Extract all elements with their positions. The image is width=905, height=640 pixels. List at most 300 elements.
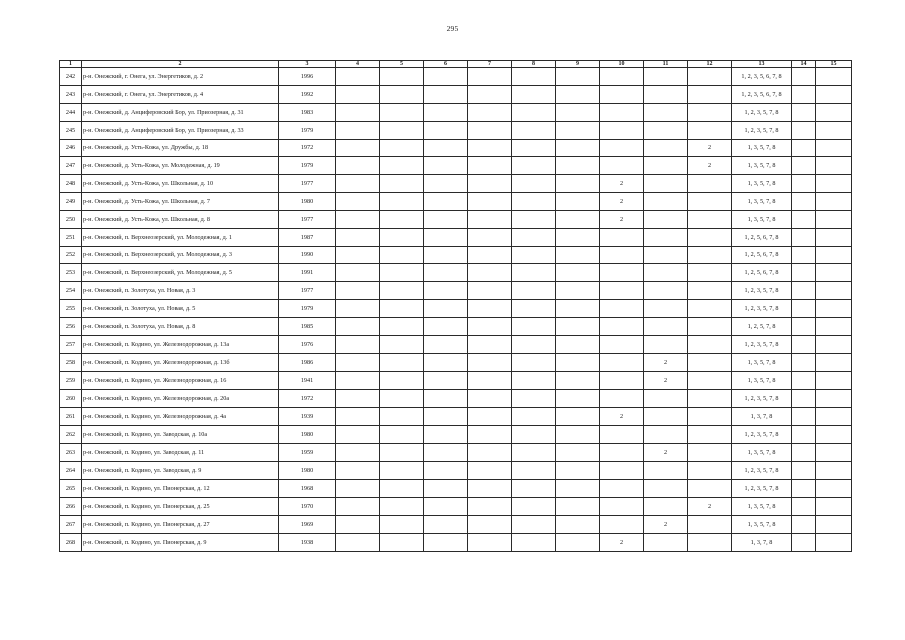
column-10-cell — [600, 498, 644, 516]
empty-cell — [380, 140, 424, 157]
row-number-cell: 265 — [60, 480, 82, 498]
year-cell: 1977 — [279, 282, 336, 300]
column-13-cell: 1, 2, 5, 6, 7, 8 — [732, 229, 792, 247]
column-13-cell: 1, 2, 5, 6, 7, 8 — [732, 247, 792, 264]
column-13-cell: 1, 3, 5, 7, 8 — [732, 516, 792, 534]
empty-cell — [380, 264, 424, 282]
empty-cell — [792, 408, 816, 426]
table-row — [60, 104, 852, 122]
empty-cell — [556, 516, 600, 534]
column-13-cell: 1, 2, 3, 5, 7, 8 — [732, 462, 792, 480]
empty-cell — [468, 354, 512, 372]
empty-cell — [816, 444, 852, 462]
empty-cell — [336, 229, 380, 247]
year-cell: 1991 — [279, 264, 336, 282]
column-11-cell — [644, 408, 688, 426]
column-12-cell — [688, 122, 732, 140]
empty-cell — [792, 157, 816, 175]
empty-cell — [424, 86, 468, 104]
row-number-cell: 246 — [60, 140, 82, 157]
column-13-cell: 1, 2, 3, 5, 7, 8 — [732, 426, 792, 444]
empty-cell — [336, 372, 380, 390]
empty-cell — [336, 300, 380, 318]
empty-cell — [816, 534, 852, 552]
empty-cell — [380, 318, 424, 336]
empty-cell — [792, 480, 816, 498]
table-row — [60, 300, 852, 318]
empty-cell — [380, 462, 424, 480]
row-number-cell: 264 — [60, 462, 82, 480]
empty-cell — [424, 122, 468, 140]
empty-cell — [792, 68, 816, 86]
empty-cell — [336, 157, 380, 175]
empty-cell — [556, 318, 600, 336]
empty-cell — [424, 426, 468, 444]
empty-cell — [792, 336, 816, 354]
column-11-cell: 2 — [644, 372, 688, 390]
table-row — [60, 426, 852, 444]
empty-cell — [380, 86, 424, 104]
column-13-cell: 1, 3, 7, 8 — [732, 408, 792, 426]
table-row — [60, 211, 852, 229]
address-cell: р-н. Онежский, п. Кодино, ул. Заводская, д. 11 — [82, 444, 279, 462]
empty-cell — [424, 157, 468, 175]
empty-cell — [816, 175, 852, 193]
table-row — [60, 516, 852, 534]
column-12-cell — [688, 534, 732, 552]
table-row — [60, 390, 852, 408]
column-13-cell: 1, 2, 3, 5, 7, 8 — [732, 282, 792, 300]
column-12-cell — [688, 282, 732, 300]
table-body — [60, 68, 852, 552]
empty-cell — [556, 211, 600, 229]
table-row — [60, 354, 852, 372]
empty-cell — [556, 86, 600, 104]
address-cell: р-н. Онежский, п. Верхнеозерский, ул. Молодежная, д. 5 — [82, 264, 279, 282]
empty-cell — [336, 122, 380, 140]
address-cell: р-н. Онежский, д. Усть-Кожа, ул. Школьная, д. 7 — [82, 193, 279, 211]
empty-cell — [792, 104, 816, 122]
empty-cell — [792, 462, 816, 480]
empty-cell — [380, 336, 424, 354]
empty-cell — [424, 282, 468, 300]
address-cell: р-н. Онежский, п. Кодино, ул. Железнодорожная, д. 20а — [82, 390, 279, 408]
column-12-cell — [688, 86, 732, 104]
address-cell: р-н. Онежский, п. Кодино, ул. Пионерская, д. 12 — [82, 480, 279, 498]
table-row — [60, 444, 852, 462]
column-header-13: 13 — [732, 61, 792, 68]
empty-cell — [512, 498, 556, 516]
empty-cell — [816, 516, 852, 534]
table-row — [60, 157, 852, 175]
column-12-cell — [688, 444, 732, 462]
year-cell: 1969 — [279, 516, 336, 534]
column-11-cell — [644, 86, 688, 104]
empty-cell — [556, 282, 600, 300]
column-10-cell: 2 — [600, 211, 644, 229]
row-number-cell: 248 — [60, 175, 82, 193]
row-number-cell: 266 — [60, 498, 82, 516]
address-cell: р-н. Онежский, д. Анциферовский Бор, ул. Приозерная, д. 33 — [82, 122, 279, 140]
empty-cell — [512, 480, 556, 498]
empty-cell — [792, 247, 816, 264]
empty-cell — [816, 390, 852, 408]
address-cell: р-н. Онежский, п. Кодино, ул. Заводская, д. 10а — [82, 426, 279, 444]
year-cell: 1983 — [279, 104, 336, 122]
column-13-cell: 1, 3, 5, 7, 8 — [732, 354, 792, 372]
column-11-cell — [644, 175, 688, 193]
column-11-cell — [644, 68, 688, 86]
empty-cell — [380, 300, 424, 318]
column-header-1: 1 — [60, 61, 82, 68]
empty-cell — [816, 480, 852, 498]
column-11-cell — [644, 122, 688, 140]
table-row — [60, 86, 852, 104]
empty-cell — [468, 193, 512, 211]
address-cell: р-н. Онежский, п. Золотуха, ул. Новая, д. 3 — [82, 282, 279, 300]
column-12-cell — [688, 175, 732, 193]
table-row — [60, 247, 852, 264]
empty-cell — [336, 444, 380, 462]
empty-cell — [468, 462, 512, 480]
empty-cell — [468, 247, 512, 264]
column-13-cell: 1, 2, 3, 5, 7, 8 — [732, 390, 792, 408]
empty-cell — [556, 426, 600, 444]
empty-cell — [512, 444, 556, 462]
empty-cell — [512, 408, 556, 426]
empty-cell — [380, 229, 424, 247]
table-row — [60, 498, 852, 516]
row-number-cell: 267 — [60, 516, 82, 534]
address-cell: р-н. Онежский, п. Кодино, ул. Железнодорожная, д. 13б — [82, 354, 279, 372]
column-11-cell: 2 — [644, 354, 688, 372]
empty-cell — [468, 516, 512, 534]
empty-cell — [792, 516, 816, 534]
column-10-cell — [600, 426, 644, 444]
empty-cell — [556, 140, 600, 157]
empty-cell — [512, 534, 556, 552]
empty-cell — [816, 318, 852, 336]
empty-cell — [468, 157, 512, 175]
column-header-10: 10 — [600, 61, 644, 68]
column-header-11: 11 — [644, 61, 688, 68]
year-cell: 1977 — [279, 211, 336, 229]
column-11-cell — [644, 498, 688, 516]
column-10-cell — [600, 86, 644, 104]
column-12-cell — [688, 318, 732, 336]
column-header-3: 3 — [279, 61, 336, 68]
year-cell: 1941 — [279, 372, 336, 390]
column-10-cell — [600, 157, 644, 175]
empty-cell — [336, 426, 380, 444]
empty-cell — [424, 534, 468, 552]
empty-cell — [424, 318, 468, 336]
empty-cell — [512, 354, 556, 372]
column-13-cell: 1, 3, 5, 7, 8 — [732, 444, 792, 462]
address-cell: р-н. Онежский, п. Золотуха, ул. Новая, д. 5 — [82, 300, 279, 318]
column-13-cell: 1, 2, 5, 6, 7, 8 — [732, 264, 792, 282]
address-cell: р-н. Онежский, г. Онега, ул. Энергетиков, д. 2 — [82, 68, 279, 86]
column-13-cell: 1, 2, 3, 5, 6, 7, 8 — [732, 86, 792, 104]
column-11-cell — [644, 264, 688, 282]
column-10-cell — [600, 140, 644, 157]
table-row — [60, 122, 852, 140]
column-11-cell — [644, 390, 688, 408]
empty-cell — [380, 175, 424, 193]
row-number-cell: 268 — [60, 534, 82, 552]
year-cell: 1979 — [279, 157, 336, 175]
column-10-cell: 2 — [600, 408, 644, 426]
empty-cell — [336, 193, 380, 211]
column-11-cell — [644, 104, 688, 122]
column-13-cell: 1, 3, 5, 7, 8 — [732, 140, 792, 157]
empty-cell — [556, 300, 600, 318]
column-header-12: 12 — [688, 61, 732, 68]
empty-cell — [336, 282, 380, 300]
empty-cell — [816, 498, 852, 516]
column-12-cell — [688, 300, 732, 318]
empty-cell — [556, 229, 600, 247]
page-number: 295 — [446, 24, 459, 33]
empty-cell — [556, 193, 600, 211]
empty-cell — [792, 390, 816, 408]
empty-cell — [792, 211, 816, 229]
empty-cell — [380, 498, 424, 516]
empty-cell — [336, 264, 380, 282]
empty-cell — [556, 498, 600, 516]
row-number-cell: 252 — [60, 247, 82, 264]
row-number-cell: 253 — [60, 264, 82, 282]
column-13-cell: 1, 2, 3, 5, 7, 8 — [732, 300, 792, 318]
empty-cell — [380, 480, 424, 498]
column-10-cell — [600, 104, 644, 122]
empty-cell — [380, 157, 424, 175]
column-13-cell: 1, 3, 5, 7, 8 — [732, 211, 792, 229]
column-12-cell — [688, 68, 732, 86]
address-cell: р-н. Онежский, п. Кодино, ул. Железнодорожная, д. 13а — [82, 336, 279, 354]
empty-cell — [468, 300, 512, 318]
empty-cell — [816, 140, 852, 157]
empty-cell — [380, 211, 424, 229]
empty-cell — [468, 264, 512, 282]
column-11-cell — [644, 300, 688, 318]
year-cell: 1990 — [279, 247, 336, 264]
empty-cell — [816, 86, 852, 104]
row-number-cell: 259 — [60, 372, 82, 390]
empty-cell — [336, 211, 380, 229]
empty-cell — [424, 229, 468, 247]
column-13-cell: 1, 3, 7, 8 — [732, 534, 792, 552]
empty-cell — [816, 68, 852, 86]
empty-cell — [336, 516, 380, 534]
empty-cell — [468, 68, 512, 86]
empty-cell — [556, 122, 600, 140]
column-10-cell — [600, 516, 644, 534]
empty-cell — [792, 300, 816, 318]
empty-cell — [792, 86, 816, 104]
column-12-cell — [688, 211, 732, 229]
column-12-cell: 2 — [688, 157, 732, 175]
empty-cell — [792, 318, 816, 336]
empty-cell — [816, 408, 852, 426]
empty-cell — [468, 122, 512, 140]
empty-cell — [468, 104, 512, 122]
empty-cell — [556, 354, 600, 372]
column-13-cell: 1, 3, 5, 7, 8 — [732, 498, 792, 516]
empty-cell — [792, 444, 816, 462]
empty-cell — [336, 318, 380, 336]
empty-cell — [468, 534, 512, 552]
address-cell: р-н. Онежский, п. Кодино, ул. Пионерская, д. 27 — [82, 516, 279, 534]
column-13-cell: 1, 3, 5, 7, 8 — [732, 372, 792, 390]
empty-cell — [336, 247, 380, 264]
empty-cell — [816, 336, 852, 354]
row-number-cell: 262 — [60, 426, 82, 444]
empty-cell — [336, 140, 380, 157]
empty-cell — [792, 534, 816, 552]
row-number-cell: 261 — [60, 408, 82, 426]
column-11-cell — [644, 534, 688, 552]
year-cell: 1977 — [279, 175, 336, 193]
empty-cell — [556, 247, 600, 264]
column-10-cell: 2 — [600, 534, 644, 552]
empty-cell — [424, 462, 468, 480]
empty-cell — [816, 372, 852, 390]
row-number-cell: 243 — [60, 86, 82, 104]
column-header-15: 15 — [816, 61, 852, 68]
empty-cell — [424, 408, 468, 426]
empty-cell — [792, 498, 816, 516]
empty-cell — [424, 300, 468, 318]
column-11-cell — [644, 480, 688, 498]
column-12-cell — [688, 104, 732, 122]
empty-cell — [512, 300, 556, 318]
row-number-cell: 260 — [60, 390, 82, 408]
empty-cell — [380, 354, 424, 372]
address-cell: р-н. Онежский, п. Кодино, ул. Пионерская, д. 9 — [82, 534, 279, 552]
empty-cell — [424, 390, 468, 408]
empty-cell — [792, 426, 816, 444]
column-12-cell — [688, 516, 732, 534]
column-12-cell — [688, 408, 732, 426]
empty-cell — [424, 68, 468, 86]
empty-cell — [816, 462, 852, 480]
year-cell: 1968 — [279, 480, 336, 498]
year-cell: 1972 — [279, 140, 336, 157]
year-cell: 1996 — [279, 68, 336, 86]
empty-cell — [468, 336, 512, 354]
column-13-cell: 1, 2, 3, 5, 7, 8 — [732, 122, 792, 140]
column-13-cell: 1, 3, 5, 7, 8 — [732, 157, 792, 175]
year-cell: 1938 — [279, 534, 336, 552]
empty-cell — [792, 229, 816, 247]
empty-cell — [556, 264, 600, 282]
address-cell: р-н. Онежский, д. Усть-Кожа, ул. Дружбы, д. 18 — [82, 140, 279, 157]
row-number-cell: 258 — [60, 354, 82, 372]
row-number-cell: 256 — [60, 318, 82, 336]
empty-cell — [512, 157, 556, 175]
column-10-cell — [600, 68, 644, 86]
column-11-cell: 2 — [644, 516, 688, 534]
empty-cell — [468, 86, 512, 104]
column-10-cell: 2 — [600, 175, 644, 193]
empty-cell — [468, 175, 512, 193]
empty-cell — [556, 534, 600, 552]
empty-cell — [512, 229, 556, 247]
empty-cell — [380, 282, 424, 300]
row-number-cell: 254 — [60, 282, 82, 300]
column-12-cell — [688, 354, 732, 372]
empty-cell — [468, 282, 512, 300]
row-number-cell: 257 — [60, 336, 82, 354]
data-table — [59, 60, 852, 552]
empty-cell — [336, 175, 380, 193]
column-11-cell — [644, 282, 688, 300]
column-header-8: 8 — [512, 61, 556, 68]
table-row — [60, 336, 852, 354]
empty-cell — [792, 140, 816, 157]
table-row — [60, 462, 852, 480]
column-12-cell — [688, 193, 732, 211]
column-10-cell — [600, 229, 644, 247]
year-cell: 1986 — [279, 354, 336, 372]
empty-cell — [816, 282, 852, 300]
column-12-cell — [688, 480, 732, 498]
column-12-cell — [688, 229, 732, 247]
empty-cell — [556, 68, 600, 86]
empty-cell — [556, 372, 600, 390]
column-header-7: 7 — [468, 61, 512, 68]
empty-cell — [424, 175, 468, 193]
empty-cell — [512, 282, 556, 300]
year-cell: 1979 — [279, 122, 336, 140]
year-cell: 1972 — [279, 390, 336, 408]
empty-cell — [512, 372, 556, 390]
column-12-cell: 2 — [688, 140, 732, 157]
row-number-cell: 250 — [60, 211, 82, 229]
empty-cell — [380, 408, 424, 426]
address-cell: р-н. Онежский, п. Кодино, ул. Железнодорожная, д. 4а — [82, 408, 279, 426]
empty-cell — [424, 264, 468, 282]
column-11-cell — [644, 157, 688, 175]
empty-cell — [336, 336, 380, 354]
empty-cell — [512, 390, 556, 408]
column-header-5: 5 — [380, 61, 424, 68]
empty-cell — [816, 122, 852, 140]
address-cell: р-н. Онежский, п. Верхнеозерский, ул. Молодежная, д. 1 — [82, 229, 279, 247]
year-cell: 1979 — [279, 300, 336, 318]
column-10-cell — [600, 372, 644, 390]
column-12-cell — [688, 390, 732, 408]
table-row — [60, 282, 852, 300]
empty-cell — [380, 390, 424, 408]
column-11-cell — [644, 211, 688, 229]
empty-cell — [816, 193, 852, 211]
empty-cell — [468, 444, 512, 462]
empty-cell — [380, 372, 424, 390]
empty-cell — [380, 534, 424, 552]
empty-cell — [468, 426, 512, 444]
column-12-cell — [688, 247, 732, 264]
column-13-cell: 1, 2, 3, 5, 7, 8 — [732, 336, 792, 354]
address-cell: р-н. Онежский, д. Анциферовский Бор, ул. Приозерная, д. 31 — [82, 104, 279, 122]
empty-cell — [380, 122, 424, 140]
empty-cell — [556, 480, 600, 498]
table-row — [60, 318, 852, 336]
empty-cell — [512, 426, 556, 444]
empty-cell — [380, 104, 424, 122]
empty-cell — [336, 390, 380, 408]
